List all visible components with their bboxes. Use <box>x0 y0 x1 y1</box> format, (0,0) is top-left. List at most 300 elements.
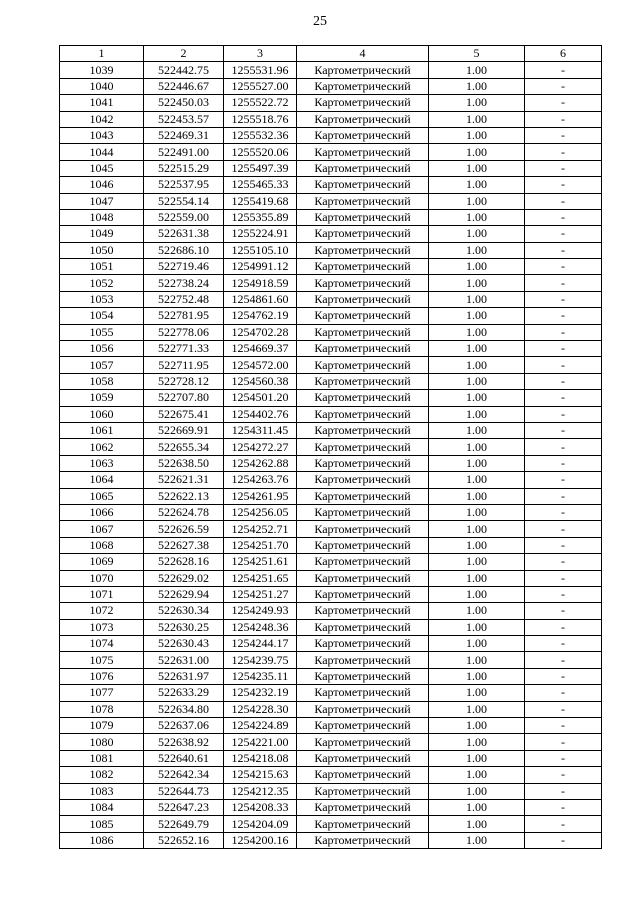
note-cell: - <box>525 324 602 340</box>
note-cell: - <box>525 242 602 258</box>
table-row <box>60 357 602 373</box>
x-coordinate-cell: 522559.00 <box>144 209 224 225</box>
column-header-1: 1 <box>60 46 144 62</box>
y-coordinate-cell: 1254861.60 <box>224 291 297 307</box>
table-row <box>60 734 602 750</box>
page-number: 25 <box>313 14 327 29</box>
x-coordinate-cell: 522629.94 <box>144 586 224 602</box>
point-number-cell: 1062 <box>60 439 144 455</box>
point-number-cell: 1052 <box>60 275 144 291</box>
x-coordinate-cell: 522640.61 <box>144 750 224 766</box>
method-cell: Картометрический <box>297 652 429 668</box>
table-row <box>60 291 602 307</box>
point-number-cell: 1075 <box>60 652 144 668</box>
y-coordinate-cell: 1254501.20 <box>224 390 297 406</box>
point-number-cell: 1061 <box>60 422 144 438</box>
table-row <box>60 799 602 815</box>
point-number-cell: 1073 <box>60 619 144 635</box>
x-coordinate-cell: 522752.48 <box>144 291 224 307</box>
method-cell: Картометрический <box>297 144 429 160</box>
note-cell: - <box>525 226 602 242</box>
y-coordinate-cell: 1254200.16 <box>224 832 297 848</box>
y-coordinate-cell: 1254263.76 <box>224 472 297 488</box>
table-row <box>60 537 602 553</box>
note-cell: - <box>525 78 602 94</box>
table-row <box>60 455 602 471</box>
accuracy-cell: 1.00 <box>429 734 525 750</box>
table-row <box>60 783 602 799</box>
x-coordinate-cell: 522469.31 <box>144 127 224 143</box>
note-cell: - <box>525 160 602 176</box>
method-cell: Картометрический <box>297 62 429 78</box>
y-coordinate-cell: 1254221.00 <box>224 734 297 750</box>
accuracy-cell: 1.00 <box>429 193 525 209</box>
method-cell: Картометрический <box>297 554 429 570</box>
y-coordinate-cell: 1254991.12 <box>224 259 297 275</box>
y-coordinate-cell: 1254239.75 <box>224 652 297 668</box>
note-cell: - <box>525 357 602 373</box>
y-coordinate-cell: 1254251.27 <box>224 586 297 602</box>
y-coordinate-cell: 1254228.30 <box>224 701 297 717</box>
accuracy-cell: 1.00 <box>429 636 525 652</box>
note-cell: - <box>525 652 602 668</box>
accuracy-cell: 1.00 <box>429 701 525 717</box>
x-coordinate-cell: 522631.38 <box>144 226 224 242</box>
note-cell: - <box>525 832 602 848</box>
method-cell: Картометрический <box>297 291 429 307</box>
note-cell: - <box>525 619 602 635</box>
y-coordinate-cell: 1255224.91 <box>224 226 297 242</box>
method-cell: Картометрический <box>297 226 429 242</box>
table-header-row <box>60 46 602 62</box>
y-coordinate-cell: 1254256.05 <box>224 504 297 520</box>
table-row <box>60 570 602 586</box>
y-coordinate-cell: 1254311.45 <box>224 422 297 438</box>
point-number-cell: 1081 <box>60 750 144 766</box>
point-number-cell: 1083 <box>60 783 144 799</box>
table-row <box>60 422 602 438</box>
method-cell: Картометрический <box>297 537 429 553</box>
x-coordinate-cell: 522707.80 <box>144 390 224 406</box>
table-row <box>60 111 602 127</box>
accuracy-cell: 1.00 <box>429 127 525 143</box>
table-row <box>60 242 602 258</box>
column-header-2: 2 <box>144 46 224 62</box>
x-coordinate-cell: 522686.10 <box>144 242 224 258</box>
method-cell: Картометрический <box>297 521 429 537</box>
table-row <box>60 259 602 275</box>
x-coordinate-cell: 522442.75 <box>144 62 224 78</box>
x-coordinate-cell: 522634.80 <box>144 701 224 717</box>
table-row <box>60 324 602 340</box>
method-cell: Картометрический <box>297 734 429 750</box>
note-cell: - <box>525 275 602 291</box>
x-coordinate-cell: 522554.14 <box>144 193 224 209</box>
point-number-cell: 1063 <box>60 455 144 471</box>
point-number-cell: 1064 <box>60 472 144 488</box>
table-row <box>60 341 602 357</box>
note-cell: - <box>525 734 602 750</box>
accuracy-cell: 1.00 <box>429 472 525 488</box>
table-row <box>60 718 602 734</box>
point-number-cell: 1055 <box>60 324 144 340</box>
y-coordinate-cell: 1255522.72 <box>224 95 297 111</box>
x-coordinate-cell: 522630.43 <box>144 636 224 652</box>
table-row <box>60 275 602 291</box>
point-number-cell: 1066 <box>60 504 144 520</box>
point-number-cell: 1065 <box>60 488 144 504</box>
y-coordinate-cell: 1254249.93 <box>224 603 297 619</box>
table-row <box>60 373 602 389</box>
x-coordinate-cell: 522644.73 <box>144 783 224 799</box>
note-cell: - <box>525 586 602 602</box>
method-cell: Картометрический <box>297 422 429 438</box>
table-row <box>60 177 602 193</box>
method-cell: Картометрический <box>297 488 429 504</box>
note-cell: - <box>525 308 602 324</box>
accuracy-cell: 1.00 <box>429 832 525 848</box>
note-cell: - <box>525 504 602 520</box>
accuracy-cell: 1.00 <box>429 455 525 471</box>
x-coordinate-cell: 522630.34 <box>144 603 224 619</box>
point-number-cell: 1071 <box>60 586 144 602</box>
method-cell: Картометрический <box>297 324 429 340</box>
x-coordinate-cell: 522450.03 <box>144 95 224 111</box>
table-row <box>60 95 602 111</box>
point-number-cell: 1054 <box>60 308 144 324</box>
note-cell: - <box>525 488 602 504</box>
point-number-cell: 1074 <box>60 636 144 652</box>
accuracy-cell: 1.00 <box>429 685 525 701</box>
method-cell: Картометрический <box>297 472 429 488</box>
table-row <box>60 619 602 635</box>
table-row <box>60 504 602 520</box>
table-row <box>60 521 602 537</box>
method-cell: Картометрический <box>297 603 429 619</box>
coordinates-table <box>59 45 602 849</box>
point-number-cell: 1060 <box>60 406 144 422</box>
note-cell: - <box>525 144 602 160</box>
point-number-cell: 1044 <box>60 144 144 160</box>
point-number-cell: 1078 <box>60 701 144 717</box>
note-cell: - <box>525 291 602 307</box>
method-cell: Картометрический <box>297 767 429 783</box>
accuracy-cell: 1.00 <box>429 816 525 832</box>
table-row <box>60 62 602 78</box>
accuracy-cell: 1.00 <box>429 652 525 668</box>
accuracy-cell: 1.00 <box>429 78 525 94</box>
accuracy-cell: 1.00 <box>429 226 525 242</box>
y-coordinate-cell: 1255518.76 <box>224 111 297 127</box>
note-cell: - <box>525 95 602 111</box>
point-number-cell: 1057 <box>60 357 144 373</box>
method-cell: Картометрический <box>297 406 429 422</box>
method-cell: Картометрический <box>297 816 429 832</box>
note-cell: - <box>525 259 602 275</box>
x-coordinate-cell: 522649.79 <box>144 816 224 832</box>
point-number-cell: 1067 <box>60 521 144 537</box>
x-coordinate-cell: 522446.67 <box>144 78 224 94</box>
method-cell: Картометрический <box>297 160 429 176</box>
table-row <box>60 636 602 652</box>
accuracy-cell: 1.00 <box>429 521 525 537</box>
note-cell: - <box>525 816 602 832</box>
x-coordinate-cell: 522771.33 <box>144 341 224 357</box>
method-cell: Картометрический <box>297 783 429 799</box>
accuracy-cell: 1.00 <box>429 341 525 357</box>
point-number-cell: 1086 <box>60 832 144 848</box>
table-row <box>60 816 602 832</box>
point-number-cell: 1084 <box>60 799 144 815</box>
accuracy-cell: 1.00 <box>429 767 525 783</box>
accuracy-cell: 1.00 <box>429 422 525 438</box>
method-cell: Картометрический <box>297 570 429 586</box>
method-cell: Картометрический <box>297 668 429 684</box>
table-row <box>60 554 602 570</box>
y-coordinate-cell: 1254208.33 <box>224 799 297 815</box>
point-number-cell: 1047 <box>60 193 144 209</box>
method-cell: Картометрический <box>297 455 429 471</box>
point-number-cell: 1042 <box>60 111 144 127</box>
x-coordinate-cell: 522630.25 <box>144 619 224 635</box>
y-coordinate-cell: 1255355.89 <box>224 209 297 225</box>
x-coordinate-cell: 522637.06 <box>144 718 224 734</box>
table-row <box>60 701 602 717</box>
x-coordinate-cell: 522638.50 <box>144 455 224 471</box>
table-row <box>60 127 602 143</box>
note-cell: - <box>525 373 602 389</box>
x-coordinate-cell: 522719.46 <box>144 259 224 275</box>
table-row <box>60 652 602 668</box>
accuracy-cell: 1.00 <box>429 504 525 520</box>
method-cell: Картометрический <box>297 832 429 848</box>
point-number-cell: 1048 <box>60 209 144 225</box>
note-cell: - <box>525 685 602 701</box>
table-row <box>60 750 602 766</box>
y-coordinate-cell: 1255520.06 <box>224 144 297 160</box>
method-cell: Картометрический <box>297 390 429 406</box>
y-coordinate-cell: 1254215.63 <box>224 767 297 783</box>
point-number-cell: 1040 <box>60 78 144 94</box>
y-coordinate-cell: 1254251.61 <box>224 554 297 570</box>
y-coordinate-cell: 1255105.10 <box>224 242 297 258</box>
note-cell: - <box>525 570 602 586</box>
x-coordinate-cell: 522453.57 <box>144 111 224 127</box>
x-coordinate-cell: 522629.02 <box>144 570 224 586</box>
accuracy-cell: 1.00 <box>429 373 525 389</box>
point-number-cell: 1080 <box>60 734 144 750</box>
y-coordinate-cell: 1254572.00 <box>224 357 297 373</box>
note-cell: - <box>525 62 602 78</box>
x-coordinate-cell: 522631.00 <box>144 652 224 668</box>
accuracy-cell: 1.00 <box>429 62 525 78</box>
method-cell: Картометрический <box>297 177 429 193</box>
table-row <box>60 226 602 242</box>
method-cell: Картометрический <box>297 504 429 520</box>
method-cell: Картометрический <box>297 373 429 389</box>
column-header-4: 4 <box>297 46 429 62</box>
accuracy-cell: 1.00 <box>429 259 525 275</box>
point-number-cell: 1043 <box>60 127 144 143</box>
accuracy-cell: 1.00 <box>429 537 525 553</box>
column-header-3: 3 <box>224 46 297 62</box>
point-number-cell: 1041 <box>60 95 144 111</box>
method-cell: Картометрический <box>297 685 429 701</box>
x-coordinate-cell: 522652.16 <box>144 832 224 848</box>
x-coordinate-cell: 522647.23 <box>144 799 224 815</box>
y-coordinate-cell: 1254235.11 <box>224 668 297 684</box>
y-coordinate-cell: 1254261.95 <box>224 488 297 504</box>
accuracy-cell: 1.00 <box>429 177 525 193</box>
x-coordinate-cell: 522711.95 <box>144 357 224 373</box>
method-cell: Картометрический <box>297 95 429 111</box>
table-row <box>60 472 602 488</box>
y-coordinate-cell: 1255531.96 <box>224 62 297 78</box>
accuracy-cell: 1.00 <box>429 324 525 340</box>
accuracy-cell: 1.00 <box>429 406 525 422</box>
note-cell: - <box>525 406 602 422</box>
y-coordinate-cell: 1254560.38 <box>224 373 297 389</box>
x-coordinate-cell: 522738.24 <box>144 275 224 291</box>
method-cell: Картометрический <box>297 209 429 225</box>
y-coordinate-cell: 1254212.35 <box>224 783 297 799</box>
accuracy-cell: 1.00 <box>429 144 525 160</box>
column-header-6: 6 <box>525 46 602 62</box>
note-cell: - <box>525 111 602 127</box>
point-number-cell: 1076 <box>60 668 144 684</box>
point-number-cell: 1069 <box>60 554 144 570</box>
x-coordinate-cell: 522781.95 <box>144 308 224 324</box>
y-coordinate-cell: 1254251.70 <box>224 537 297 553</box>
x-coordinate-cell: 522642.34 <box>144 767 224 783</box>
method-cell: Картометрический <box>297 799 429 815</box>
note-cell: - <box>525 554 602 570</box>
y-coordinate-cell: 1254762.19 <box>224 308 297 324</box>
note-cell: - <box>525 439 602 455</box>
note-cell: - <box>525 193 602 209</box>
accuracy-cell: 1.00 <box>429 783 525 799</box>
accuracy-cell: 1.00 <box>429 718 525 734</box>
y-coordinate-cell: 1255465.33 <box>224 177 297 193</box>
note-cell: - <box>525 668 602 684</box>
accuracy-cell: 1.00 <box>429 209 525 225</box>
x-coordinate-cell: 522628.16 <box>144 554 224 570</box>
method-cell: Картометрический <box>297 341 429 357</box>
y-coordinate-cell: 1254262.88 <box>224 455 297 471</box>
y-coordinate-cell: 1254204.09 <box>224 816 297 832</box>
accuracy-cell: 1.00 <box>429 799 525 815</box>
point-number-cell: 1068 <box>60 537 144 553</box>
x-coordinate-cell: 522728.12 <box>144 373 224 389</box>
note-cell: - <box>525 521 602 537</box>
point-number-cell: 1059 <box>60 390 144 406</box>
y-coordinate-cell: 1254232.19 <box>224 685 297 701</box>
note-cell: - <box>525 636 602 652</box>
method-cell: Картометрический <box>297 242 429 258</box>
method-cell: Картометрический <box>297 193 429 209</box>
table-row <box>60 390 602 406</box>
note-cell: - <box>525 799 602 815</box>
point-number-cell: 1056 <box>60 341 144 357</box>
note-cell: - <box>525 603 602 619</box>
accuracy-cell: 1.00 <box>429 619 525 635</box>
note-cell: - <box>525 750 602 766</box>
method-cell: Картометрический <box>297 78 429 94</box>
note-cell: - <box>525 701 602 717</box>
point-number-cell: 1051 <box>60 259 144 275</box>
note-cell: - <box>525 455 602 471</box>
y-coordinate-cell: 1254244.17 <box>224 636 297 652</box>
table-row <box>60 193 602 209</box>
note-cell: - <box>525 537 602 553</box>
method-cell: Картометрический <box>297 750 429 766</box>
accuracy-cell: 1.00 <box>429 357 525 373</box>
method-cell: Картометрический <box>297 259 429 275</box>
note-cell: - <box>525 783 602 799</box>
method-cell: Картометрический <box>297 636 429 652</box>
table-row <box>60 160 602 176</box>
point-number-cell: 1050 <box>60 242 144 258</box>
y-coordinate-cell: 1254272.27 <box>224 439 297 455</box>
method-cell: Картометрический <box>297 127 429 143</box>
x-coordinate-cell: 522626.59 <box>144 521 224 537</box>
method-cell: Картометрический <box>297 439 429 455</box>
point-number-cell: 1077 <box>60 685 144 701</box>
accuracy-cell: 1.00 <box>429 554 525 570</box>
point-number-cell: 1049 <box>60 226 144 242</box>
note-cell: - <box>525 209 602 225</box>
accuracy-cell: 1.00 <box>429 603 525 619</box>
table-row <box>60 209 602 225</box>
point-number-cell: 1039 <box>60 62 144 78</box>
x-coordinate-cell: 522537.95 <box>144 177 224 193</box>
method-cell: Картометрический <box>297 701 429 717</box>
y-coordinate-cell: 1254251.65 <box>224 570 297 586</box>
accuracy-cell: 1.00 <box>429 586 525 602</box>
point-number-cell: 1045 <box>60 160 144 176</box>
accuracy-cell: 1.00 <box>429 750 525 766</box>
x-coordinate-cell: 522778.06 <box>144 324 224 340</box>
x-coordinate-cell: 522631.97 <box>144 668 224 684</box>
y-coordinate-cell: 1254218.08 <box>224 750 297 766</box>
accuracy-cell: 1.00 <box>429 160 525 176</box>
note-cell: - <box>525 767 602 783</box>
point-number-cell: 1046 <box>60 177 144 193</box>
accuracy-cell: 1.00 <box>429 242 525 258</box>
note-cell: - <box>525 422 602 438</box>
method-cell: Картометрический <box>297 308 429 324</box>
method-cell: Картометрический <box>297 619 429 635</box>
y-coordinate-cell: 1255527.00 <box>224 78 297 94</box>
x-coordinate-cell: 522638.92 <box>144 734 224 750</box>
point-number-cell: 1072 <box>60 603 144 619</box>
y-coordinate-cell: 1255532.36 <box>224 127 297 143</box>
accuracy-cell: 1.00 <box>429 111 525 127</box>
note-cell: - <box>525 472 602 488</box>
method-cell: Картометрический <box>297 586 429 602</box>
y-coordinate-cell: 1254702.28 <box>224 324 297 340</box>
table-row <box>60 668 602 684</box>
note-cell: - <box>525 718 602 734</box>
y-coordinate-cell: 1254918.59 <box>224 275 297 291</box>
x-coordinate-cell: 522675.41 <box>144 406 224 422</box>
accuracy-cell: 1.00 <box>429 488 525 504</box>
y-coordinate-cell: 1255497.39 <box>224 160 297 176</box>
table-row <box>60 832 602 848</box>
accuracy-cell: 1.00 <box>429 95 525 111</box>
table-row <box>60 767 602 783</box>
x-coordinate-cell: 522515.29 <box>144 160 224 176</box>
